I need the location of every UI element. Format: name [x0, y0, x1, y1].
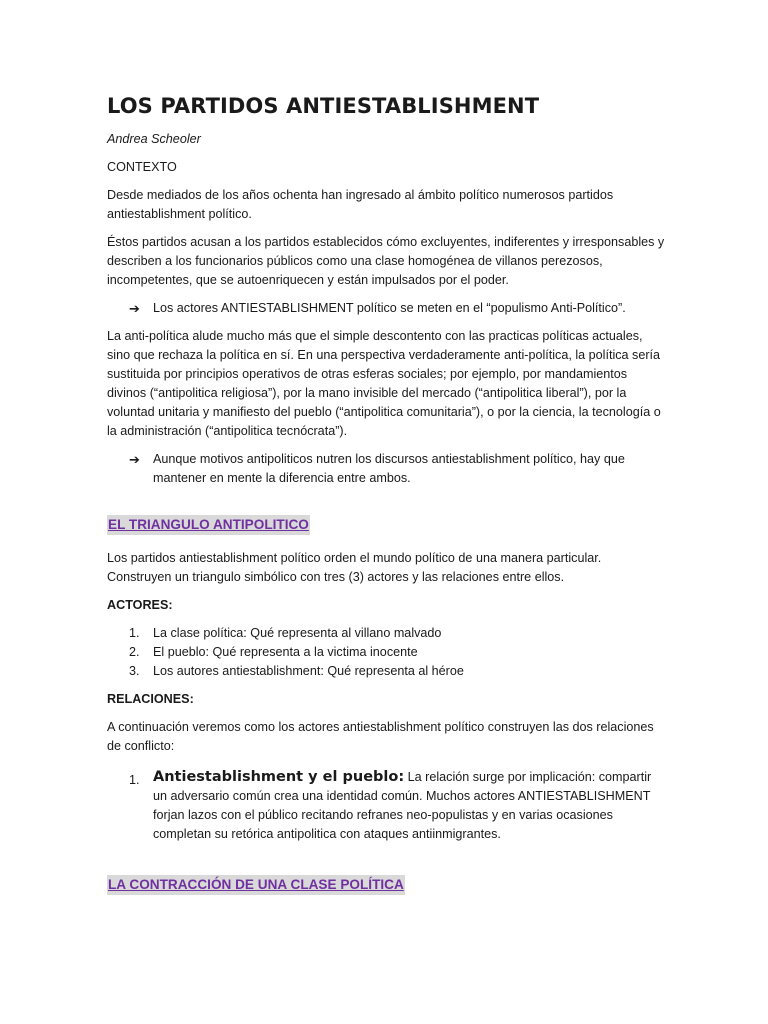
- list-number: 1.: [129, 773, 140, 787]
- context-label: CONTEXTO: [107, 160, 177, 174]
- list-number: 2.: [129, 645, 140, 659]
- actors-label: ACTORES:: [107, 598, 173, 612]
- paragraph: A continuación veremos como los actores antiestablishment político construyen las dos relaciones de conflicto:: [107, 720, 654, 753]
- list-item-text: Los autores antiestablishment: Qué representa al héroe: [153, 664, 464, 678]
- paragraph: La anti-política alude mucho más que el simple descontento con las practicas políticas actuales, sino que rechaza la política en sí. En una perspectiva verdaderamente anti-política, la política sería sustituida por principios operativos de otras esferas sociales; por ejemplo, por mandamientos divinos (“antipolitica religiosa”), por la mano invisible del mercado (“antipolitica liberal”), por la voluntad unitaria y manifiesto del pueblo (“antipolitica comunitaria”), o por la ciencia, la tecnología o la administración (“antipolitica tecnócrata”).: [107, 329, 661, 438]
- list-item: [107, 624, 668, 643]
- relation-title: Antiestablishment y el pueblo:: [153, 769, 405, 785]
- list-item: [107, 643, 668, 662]
- paragraph: Desde mediados de los años ochenta han ingresado al ámbito político numerosos partidos antiestablishment político.: [107, 188, 614, 221]
- arrow-bullet-item: [107, 299, 668, 318]
- paragraph: Los partidos antiestablishment político orden el mundo político de una manera particular. Construyen un triangulo simbólico con tres (3) actores y las relaciones entre ellos.: [107, 551, 602, 584]
- list-item-text: La clase política: Qué representa al villano malvado: [153, 626, 442, 640]
- section-heading-triangulo: EL TRIANGULO ANTIPOLITICO: [107, 515, 310, 535]
- relations-label: RELACIONES:: [107, 692, 194, 706]
- list-number: 1.: [129, 626, 140, 640]
- author-name: Andrea Scheoler: [107, 132, 201, 146]
- arrow-right-icon: ➔: [129, 301, 140, 316]
- list-item-text: El pueblo: Qué representa a la victima inocente: [153, 645, 418, 659]
- arrow-bullet-text: Aunque motivos antipoliticos nutren los discursos antiestablishment político, hay que mantener en mente la diferencia entre ambos.: [153, 452, 625, 485]
- arrow-right-icon: ➔: [129, 452, 140, 467]
- list-number: 3.: [129, 664, 140, 678]
- document-title: LOS PARTIDOS ANTIESTABLISHMENT: [107, 94, 540, 118]
- section-heading-contraccion: LA CONTRACCIÓN DE UNA CLASE POLÍTICA: [107, 875, 405, 895]
- list-item: [107, 662, 668, 681]
- actors-list: [107, 624, 668, 681]
- relation-text: La relación surge por implicación: compartir un adversario común crea una identidad común. Muchos actores ANTIESTABLISHMENT forjan lazos con el público recitando refranes neo-populistas y en varias ocasiones completan su retórica antipolitica con ataques antiinmigrantes.: [153, 770, 652, 841]
- arrow-bullet-text: Los actores ANTIESTABLISHMENT político se meten en el “populismo Anti-Político”.: [153, 301, 626, 315]
- relation-body: [153, 768, 668, 844]
- arrow-bullet-item: [107, 450, 668, 488]
- relation-item: [107, 768, 668, 844]
- paragraph: Éstos partidos acusan a los partidos establecidos cómo excluyentes, indiferentes y irresponsables y describen a los funcionarios públicos como una clase homogénea de villanos perezosos, incompetentes, que se autoenriquecen y están impulsados por el poder.: [107, 235, 665, 287]
